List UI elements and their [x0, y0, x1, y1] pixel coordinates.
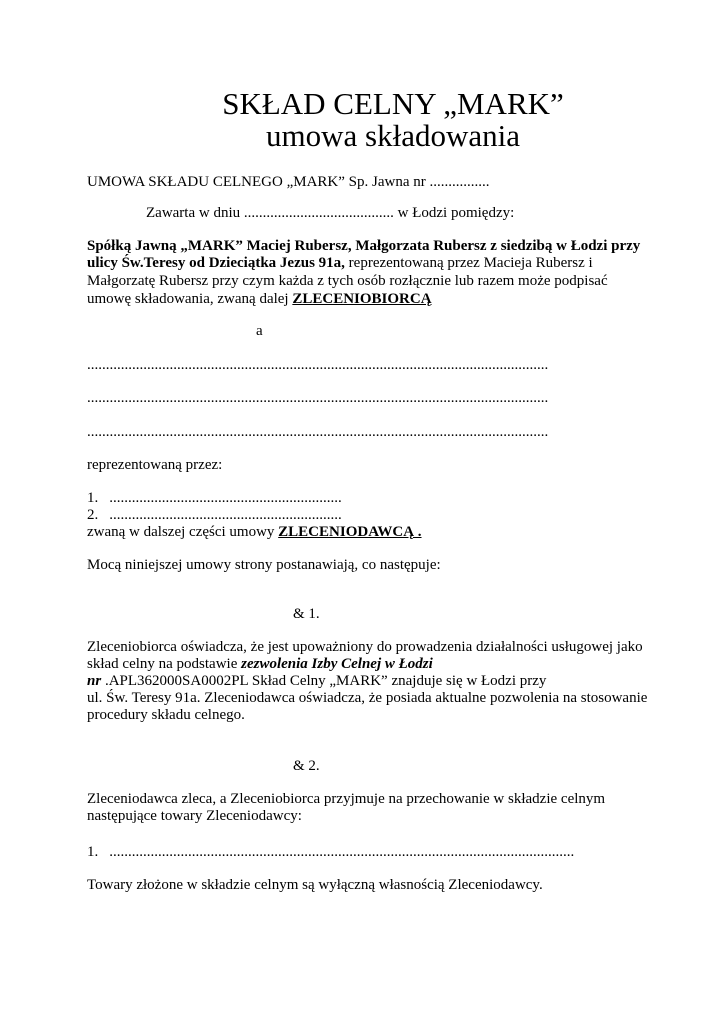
customs-permit-authority: zezwolenia Izby Celnej w Łodzi [241, 656, 433, 672]
document-title: SKŁAD CELNY „MARK” [222, 86, 564, 121]
party1-named-prefix: umowę składowania, zwaną dalej [87, 291, 293, 307]
rep-number: 2. [87, 507, 99, 523]
section1-line1: Zleceniobiorca oświadcza, że jest upoważniony do prowadzenia działalności usługowej jako [87, 639, 643, 655]
permit-number: .APL362000SA0002PL Skład Celny „MARK” znajduje się w Łodzi przy [101, 673, 547, 689]
and-word: a [256, 323, 263, 339]
rep-dots: .............................................................. [109, 507, 342, 523]
section2-heading: & 2. [293, 758, 320, 774]
section1-line4: ul. Św. Teresy 91a. Zleceniodawca oświadcza, że posiada aktualne pozwolenia na stosowanie [87, 690, 648, 706]
section1-line2-prefix: skład celny na podstawie [87, 656, 242, 672]
section2-line2: następujące towary Zleceniodawcy: [87, 808, 302, 824]
party1-line2 [87, 254, 593, 272]
party1-name: Spółką Jawną „MARK” Maciej Rubersz, Małgorzata Rubersz z siedzibą w Łodzi przy [87, 238, 641, 254]
section1-line2 [87, 655, 433, 673]
section1-heading: & 1. [293, 606, 320, 622]
rep-dots: .............................................................. [109, 490, 342, 506]
section2-line1: Zleceniodawca zleca, a Zleceniobiorca przyjmuje na przechowanie w składzie celnym [87, 791, 606, 807]
rep-line-2 [87, 506, 342, 524]
ownership-line: Towary złożone w składzie celnym są wyłączną własnością Zleceniodawcy. [87, 877, 543, 893]
party1-line4 [87, 290, 432, 308]
rep-line-1 [87, 489, 342, 507]
document-subtitle: umowa składowania [266, 118, 520, 153]
party1-line3: Małgorzatę Rubersz przy czym każda z tych osób rozłącznie lub razem może podpisać [87, 273, 608, 289]
party2-named-prefix: zwaną w dalszej części umowy [87, 524, 279, 540]
party2-role: ZLECENIODAWCĄ . [278, 524, 422, 540]
party1-address: ulicy Św.Teresy od Dzieciątka Jezus 91a, [87, 255, 345, 271]
goods-item-number: 1. [87, 844, 99, 860]
party2-line-2: ........................................................................................................................... [87, 390, 549, 406]
represented-by-label: reprezentowaną przez: [87, 457, 223, 473]
agreement-line: Mocą niniejszej umowy strony postanawiają, co następuje: [87, 557, 441, 573]
party2-line-1: ........................................................................................................................... [87, 357, 549, 373]
party2-line-3: ........................................................................................................................... [87, 424, 549, 440]
rep-number: 1. [87, 490, 99, 506]
party2-named-line [87, 523, 422, 541]
contract-header-line: UMOWA SKŁADU CELNEGO „MARK” Sp. Jawna nr ................ [87, 174, 490, 190]
party1-role: ZLECENIOBIORCĄ [292, 291, 432, 307]
section1-line5: procedury składu celnego. [87, 707, 245, 723]
section1-line3 [87, 672, 546, 690]
party1-represented: reprezentowaną przez Macieja Rubersz i [344, 255, 593, 271]
goods-item-dots: ............................................................................................................................ [109, 844, 575, 860]
permit-number-label: nr [87, 673, 102, 689]
concluded-line: Zawarta w dniu ........................................ w Łodzi pomiędzy: [146, 205, 515, 221]
goods-item-line [87, 843, 574, 861]
party1-line1 [87, 237, 640, 255]
